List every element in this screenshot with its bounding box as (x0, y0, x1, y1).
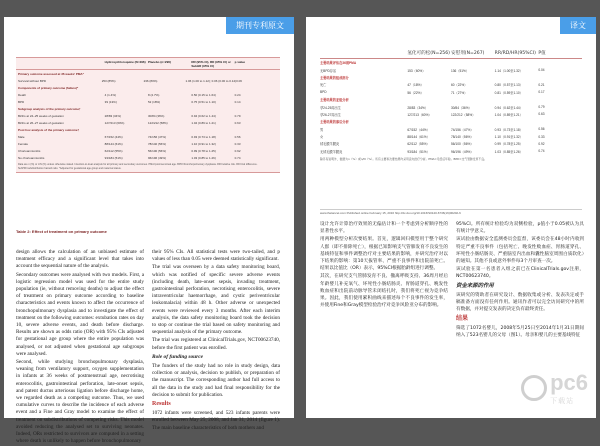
page-footer: www.thelancet.com Published online February 15, 2016 http://dx.doi.org/10.1016/S0140-6736(16)00202-6 (320, 209, 582, 215)
paragraph: Secondary outcomes were analysed with two models. First, a logistic regression model was used for the entire study population (ie, without removing deaths) to adjust the effect of treatment on primary outcome according to baseline characteristics and events known to affect the occurrence of bronchopulmonary dysplasia and to investigate the effect of treatment on the following outcomes: extubation rates on day 10, severe adverse events, and death before discharge. Results are shown as odds ratio (OR) with 95% CIs adjusted for gestational age group where the entire population was analysed, or not adjusted when gestational age subgroups were analysed. (16, 271, 144, 357)
table-cell: 62/112（55%） (407, 142, 430, 147)
paragraph: Second, while studying bronchopulmonary dysplasia, weaning from ventilatory support, oxygen supplementation in infants at 36 weeks of postmenstrual age, necrotising enterocolitis, gastrointestinal perforation, late-onset sepsis, and patent ductus arteriosus ligation before discharge home, we regarded death as a competing outcome. Thus, we used cumulative curves to describe the incidence of each adverse event and a Fine and Gray model to examine the effect of treatment on subdistributions of competing risks. This model avoided reducing the analysed set to surviving neonates. Indeed, ORs restricted to survivors are computed in a setting where death is unlikely to happen before bronchopulmonary (16, 359, 144, 445)
table-cell: 0.80（0.57至1.13） (494, 83, 523, 88)
table-cell: No chorioamnionitis (18, 155, 45, 160)
table-cell: 0.94（0.62至1.44） (494, 105, 523, 110)
paragraph: 该试验由数据安全监测委员会监督，该委员会在48小时内收到特定严重不良事件（包括死亡、晚发性败血症、胃肠道穿孔、坏死性小肠结肠炎、严重脑室内出血和囊性脑室周围白质软化）的通知。其他不良或意外事件每3个月审查一次。 (456, 237, 584, 265)
table-cell: 0.14 (234, 99, 241, 104)
paragraph: 该研究的资助者在研究设计、数据收集或分析、发表决定或手稿准备方面没有任何作用。通讯作者可以完全访问研究中的所有数据，并对提交发表的决定负有最终责任。 (456, 292, 584, 313)
table-row (16, 98, 280, 105)
table-cell: 0.17 (538, 90, 545, 95)
right-column-1 (320, 221, 448, 310)
paragraph: design allows the calculation of an unbiased estimate of treatment efficacy and a significant level that takes into account the sequential nature of the analysis. (16, 249, 144, 270)
watermark-logo-icon (521, 375, 547, 401)
table-cell: 28/83 (34%) (104, 113, 122, 118)
original-tab[interactable]: 期刊专利原文 (226, 17, 294, 34)
table-cell: 28/83（34%） (407, 105, 429, 110)
column-header: RR (95% CI), RD (95% CI) or SubHR (95% CI) (191, 60, 231, 68)
table-cell: 0.79 (538, 105, 545, 110)
table-cell: 93/184（51%） (407, 149, 430, 154)
table-cell: 0.92 (538, 141, 545, 146)
table-cell: Death (18, 92, 27, 97)
table-cell: 78/140 (56%) (148, 141, 167, 146)
table-row (320, 89, 582, 96)
table-cell: 0.63 (234, 120, 241, 125)
table-row (320, 126, 582, 133)
table-cell: 0.06 (236, 78, 242, 83)
table-cell: 0.99 (0.78 to 1.25) (191, 148, 216, 153)
table-cell: 主要结果评估在36周PMA (320, 61, 357, 66)
table-cell: 0.99（0.78至1.25） (494, 142, 523, 147)
paragraph: The trial was registered at ClinicalTrials.gov, NCT00623740, before the first patient was enrolled. (152, 337, 280, 351)
table-row (16, 133, 280, 140)
table-cell: 56/100（56%） (451, 142, 474, 147)
table-cell: 47（18%） (407, 83, 424, 88)
table-header (16, 58, 280, 70)
paragraph: 95%CI。所有统计检验均为双侧检验，p值小于0.05被认为具有统计学意义。 (456, 222, 584, 235)
table-cell: 52 (18%) (148, 99, 161, 104)
table-cell: 153（60%） (407, 68, 426, 73)
table-cell: 死亡 (320, 83, 327, 88)
left-column-2 (152, 249, 280, 433)
table-row (320, 148, 582, 155)
table-cell: 0.94 (0.62 to 1.44) (191, 113, 216, 118)
table-cell: 0.24 (234, 92, 241, 97)
table-cell: 0.74 (538, 149, 545, 154)
column-header: p value (234, 60, 245, 64)
table-cell: 67/152 (44%) (104, 134, 123, 139)
table-row (320, 103, 582, 110)
paragraph: their 95% CIs. All statistical tests were two-tailed, and p values of less than 0.05 were deemed statistically significant. (152, 249, 280, 263)
table-row (16, 147, 280, 154)
table-cell: BPD (18, 99, 25, 104)
paragraph: 用两种模型分析次要结果。首先，逻辑回归模型用于整个研究人群（即不排除死亡），根据已知影响支气管肺发育不良发生的基线特征和事件调整治疗对主要结果的影响，并研究治疗对以下结果的影响：第10天拔管率、严重不良事件和出院前死亡。结果以比值比（OR）表示，95%CI根据胎龄组进行调整。 (320, 237, 448, 272)
column-header: Placebo (n=296) (148, 60, 171, 64)
paragraph: The trial was overseen by a data safety monitoring board, which was notified of specific severe adverse events (including death, late-onset sepsis, invading treatment, gastrointestinal perforation, necrotising enterocolitis, severe intraventricular haemorrhage, and cystic periventricular leukomalacia) within 48 h. Other adverse or unexpected events were reviewed every 3 months. After each interim analysis, the data safety monitoring board took the decision to stop or continue the trial based on safety monitoring and sequential analysis of the primary outcome. (152, 264, 280, 336)
table-cell: Primary outcome assessed at 36 weeks' PMA* (18, 71, 84, 76)
table-cell: 96/196 (49%) (148, 155, 167, 160)
table-cell: 56/100 (56%) (148, 148, 167, 153)
table-cell: 0.81（0.59至1.10） (494, 90, 523, 95)
original-page (4, 17, 294, 445)
table-cell: 4 (1.4%) (104, 92, 117, 97)
table-cell: 88/144（61%） (407, 135, 430, 140)
table-cell: 56（22%） (407, 90, 424, 95)
table-cell: 0.75 (0.51 to 1.10) (191, 99, 216, 104)
table-cell: 孕24-25周出生 (320, 105, 341, 110)
column-header: Hydroxychloroquine (N=296) (104, 60, 146, 64)
table-cell: 30/84（36%） (451, 105, 472, 110)
table-cell: 0.74 (234, 155, 241, 160)
table-cell: 1.10 (0.91 to 1.32) (191, 141, 216, 146)
table-cell: 主要结果的亚组分析 (320, 98, 349, 103)
paragraph: 该试验在第一名患者入组之前已在ClinicalTrials.gov注册，NCT00623740。 (456, 267, 584, 280)
paragraph: 筛选了1072名婴儿，2008年5月25日至2014年1月31日期间纳入了523名婴儿的父母（图1）。母亲和婴儿的主要基线特征 (456, 325, 584, 338)
table-row (16, 105, 280, 112)
table-cell: 0.33 (538, 134, 545, 139)
table-cell: Subgroup analysis of the primary outcome† (18, 106, 81, 111)
results-table (16, 57, 280, 173)
table-cell: 1.04（0.89至1.21） (494, 112, 523, 117)
table-row (16, 77, 280, 84)
table-cell: 0.33 (234, 141, 241, 146)
paragraph: 设计允许计算治疗效果的无偏估计和一个考虑到分析顺序性的显著性水平。 (320, 222, 448, 235)
table-cell: 236 (80%) (143, 78, 158, 83)
table-cell: 39 (13%) (104, 99, 117, 104)
table-cell: 无绒毛膜羊膜炎 (320, 149, 343, 154)
table-cell: 8 (2.7%) (148, 92, 160, 97)
table-cell: 122/212（58%） (451, 112, 476, 117)
table-cell: 1.03 (0.85 to 1.26) (191, 155, 216, 160)
table-cell: 74/156 (47%) (148, 134, 167, 139)
table-cell: 1.14（1.00至1.32） (494, 68, 523, 73)
table-row (16, 140, 280, 147)
watermark-brand: pc6 (550, 370, 588, 395)
section-heading: Role of funding source (152, 353, 204, 360)
table-cell: BPD (320, 90, 327, 95)
table-cell: 62/112 (55%) (104, 148, 123, 153)
table-row (16, 126, 280, 133)
table-cell: 1.06 (1.00 to 1.12); 0.06 (0.00 to 0.12) (185, 78, 237, 83)
table-cell: 0.93 (0.73 to 1.18) (191, 134, 216, 139)
table-cell: 女 (320, 135, 324, 140)
table-row (16, 112, 280, 119)
table-cell: 0.21 (538, 82, 545, 87)
translation-page (306, 17, 596, 418)
paragraph: 其次，在研究支气管肺发育不良、撤离呼吸支持、36周月经后年龄婴儿补充氧气、坏死性小肠结肠炎、胃肠道穿孔、晚发性败血症和出院前动脉导管未闭结扎时，我们将死亡视为竞争结果。因此，我们使用累积曲线来描述每个不良事件的发生率，并使用Fine和Gray模型检验治疗对竞争风险亚分布的影响。 (320, 274, 448, 309)
table-cell: Components of primary outcome (failure)* (18, 85, 79, 90)
section-heading: 资金来源的作用 (456, 282, 494, 289)
table-cell: 绒毛膜羊膜炎 (320, 142, 340, 147)
table-cell: 0.04 (538, 68, 545, 73)
watermark (521, 370, 588, 406)
table-cell: Female (18, 141, 29, 146)
results-heading: 结果 (456, 315, 469, 323)
translated-table (320, 51, 582, 161)
table-header (320, 51, 582, 59)
table-cell: 0.56 (234, 134, 241, 139)
results-heading: Results (152, 401, 171, 408)
table-cell: 88/144 (61%) (104, 141, 123, 146)
table-cell: Births at 26–27 weeks of gestation (18, 120, 64, 125)
table-cell: 30/84 (36%) (148, 113, 165, 118)
column-header: 氢化可的松(N=256) (407, 51, 450, 56)
translation-tab[interactable]: 译文 (560, 17, 596, 34)
table-cell: 67/152（44%） (407, 127, 430, 132)
table-row (16, 84, 280, 91)
table-cell: 253 (85%) (101, 78, 116, 83)
table-cell: 127/213 (60%) (104, 120, 125, 125)
table-cell: 96/196（49%） (451, 149, 474, 154)
table-cell: Survival without BPD (18, 78, 47, 83)
table-row (16, 70, 280, 77)
watermark-sub: 下载站 (550, 398, 575, 405)
table-cell: 60（22%） (451, 83, 468, 88)
table-row (16, 154, 280, 161)
column-header: 安慰剂(N=267) (451, 51, 485, 56)
table-row (320, 111, 582, 118)
table-caption: Table 2: Effect of treatment on primary outcome (16, 229, 107, 234)
table-cell: 主要结果的事后分析 (320, 120, 349, 125)
column-header: RR/RD/HR(95%CI) (494, 51, 536, 56)
table-cell: 无BPD存活 (320, 68, 337, 73)
table-cell: Births at 24–25 weeks of gestation (18, 113, 64, 118)
table-cell: 孕26-27周出生 (320, 112, 341, 117)
table-cell: 78/140（56%） (451, 135, 474, 140)
table-row (320, 59, 582, 66)
table-row (320, 96, 582, 103)
table-cell: Chorioamnionitis (18, 148, 41, 153)
table-cell: 1.03（0.85至1.26） (494, 149, 523, 154)
paragraph: 1072 infants were screened, and 523 infants parents were enrolled between May 25, 2008, and Jan 31, 2014 (figure 1). The main baseline characteristics of both mothers and (152, 410, 280, 431)
table-cell: Male (18, 134, 25, 139)
table-cell: 男 (320, 127, 324, 132)
table-cell: 127/213（60%） (407, 112, 432, 117)
table-row (320, 81, 582, 88)
table-cell: 主要结果的组成部分 (320, 75, 349, 80)
table-cell: 0.63 (538, 112, 545, 117)
table-cell: 0.92 (234, 148, 241, 153)
table-cell: 0.50 (0.15 to 1.64) (191, 92, 216, 97)
column-header (320, 51, 407, 56)
table-row (320, 66, 582, 73)
left-column-1 (16, 249, 144, 446)
table-cell: 136（51%） (451, 68, 470, 73)
right-column-2 (456, 221, 584, 340)
table-row (320, 118, 582, 125)
table-cell: 1.04 (0.89 to 1.21) (191, 120, 216, 125)
table-footnote: Data are n (%) or n/N (%) unless otherwise stated. Intention-to-treat analysis for all primary and secondary outcomes. PMA=postmenstrual age. BPD=bronchopulmonary dysplasia. RR=relative risk. RD=risk difference. SubHR=subdistribution hazard ratio. *Adjusted for gestational age group and maternal status. (18, 163, 258, 170)
table-row (320, 140, 582, 147)
table-cell: 0.56 (538, 127, 545, 132)
table-cell: 122/212 (58%) (148, 120, 168, 125)
column-header: P值 (538, 51, 546, 56)
table-row (16, 119, 280, 126)
table-footnote: 除另有说明外，数据为n（%）或n/N（%）。所有主要和次要结果均采用意向治疗分析。PMA=月经后年龄。BPD=支气管肺发育不良。 (320, 157, 487, 162)
table-cell: 93/184 (51%) (104, 155, 123, 160)
table-cell: 0.79 (234, 113, 241, 118)
table-cell: 71（27%） (451, 90, 468, 95)
paragraph: The funders of the study had no role in study design, data collection or analysis, decision to publish, or preparation of the manuscript. The corresponding author had full access to all the data in the study and had final responsibility for the decision to submit for publication. (152, 363, 280, 398)
table-cell: Post hoc analysis of the primary outcome† (18, 127, 80, 132)
table-cell: 0.93（0.73至1.18） (494, 127, 523, 132)
table-row (320, 133, 582, 140)
table-row (320, 74, 582, 81)
column-header (18, 60, 105, 68)
table-cell: 1.10（0.91至1.32） (494, 135, 523, 140)
table-cell: 74/156（47%） (451, 127, 474, 132)
table-row (16, 91, 280, 98)
